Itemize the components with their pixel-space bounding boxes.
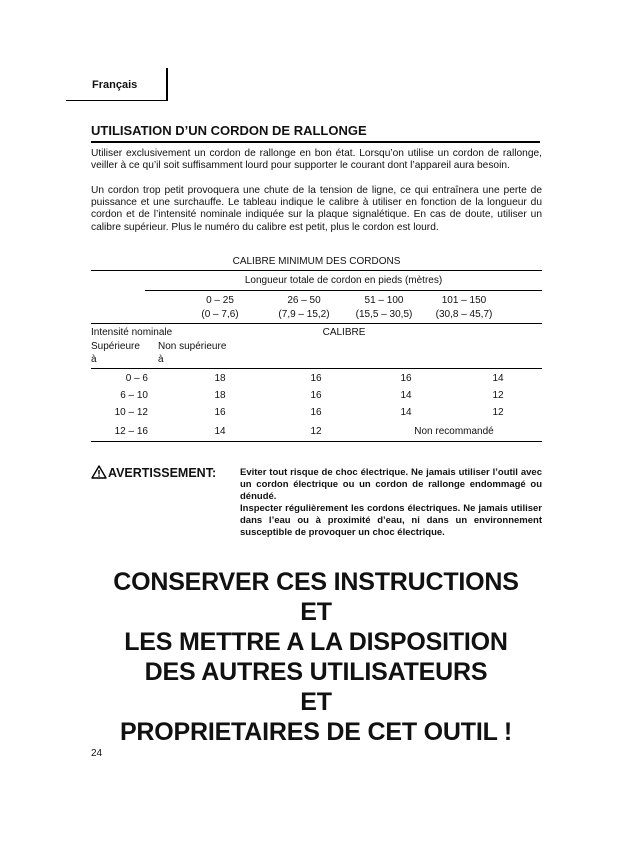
warning-body: [240, 467, 542, 539]
notice-line: ET: [300, 688, 332, 716]
amp-header: Intensité nominale: [91, 327, 173, 338]
amp-range: 6 – 10: [120, 390, 148, 401]
warning-text-2: Inspecter régulièrement les cordons électriques. Ne jamais utiliser dans l’eau ou à proximité d’eau, ni dans un environnement susceptible de provoquer un choc électrique.: [240, 503, 542, 538]
notice-line: PROPRIETAIRES DE CET OUTIL !: [119, 718, 513, 746]
amp-range: 10 – 12: [114, 407, 148, 418]
warning-title: AVERTISSEMENT:: [108, 466, 217, 480]
gauge-cell: 16: [310, 390, 322, 401]
keep-instructions-notice: [60, 567, 572, 747]
length-col-meters: (15,5 – 30,5): [355, 309, 413, 320]
notice-line: CONSERVER CES INSTRUCTIONS: [113, 568, 519, 596]
page-number: 24: [91, 748, 103, 759]
table-title: CALIBRE MINIMUM DES CORDONS: [232, 256, 401, 267]
table-rule: [91, 270, 542, 271]
tab-divider-vertical: [166, 68, 168, 101]
gauge-cell: 14: [400, 390, 412, 401]
not-above-header: Non supérieure: [158, 341, 227, 352]
above-header-2: à: [91, 354, 97, 365]
length-col-feet: 51 – 100: [364, 295, 404, 306]
length-col-feet: 0 – 25: [206, 295, 234, 306]
not-above-header-2: à: [158, 354, 164, 365]
table-rule: [91, 441, 542, 442]
table-rule: [91, 323, 542, 324]
table-rule: [91, 368, 542, 369]
paragraph-2: Un cordon trop petit provoquera une chute de la tension de ligne, ce qui entraînera une perte de puissance et une surchauffe. Le tableau indique le calibre à utiliser en fonction de la longueur du cordon et de l’intensité nominale indiquée sur la plaque signalétique. En cas de doute, utiliser un calibre supérieur. Plus le numéro du calibre est petit, plus le cordon est lourd.: [91, 185, 542, 233]
notice-line: DES AUTRES UTILISATEURS: [144, 658, 488, 686]
warning-triangle-icon: [91, 465, 107, 479]
length-col-meters: (30,8 – 45,7): [435, 309, 493, 320]
gauge-cell: 16: [400, 373, 412, 384]
section-title: UTILISATION D’UN CORDON DE RALLONGE: [91, 123, 367, 138]
paragraph-1: Utiliser exclusivement un cordon de rallonge en bon état. Lorsqu’on utilise un cordon de rallonge, veiller à ce qu’il soit suffisamment lourd pour supporter le courant dont l’appareil aura besoin.: [91, 148, 542, 172]
gauge-cell-not-recommended: Non recommandé: [414, 426, 494, 437]
gauge-cell: 12: [492, 407, 504, 418]
gauge-cell: 14: [214, 426, 226, 437]
gauge-cell: 16: [214, 407, 226, 418]
gauge-header: CALIBRE: [322, 327, 366, 338]
gauge-cell: 18: [214, 390, 226, 401]
gauge-cell: 14: [400, 407, 412, 418]
length-col-meters: (7,9 – 15,2): [278, 309, 330, 320]
table-rule: [145, 290, 542, 291]
warning-text-1: Eviter tout risque de choc électrique. Ne jamais utiliser l’outil avec un cordon électrique ou un cordon de rallonge endommagé ou dénudé.: [240, 467, 542, 502]
amp-range: 0 – 6: [125, 373, 148, 384]
notice-line: ET: [300, 598, 332, 626]
gauge-cell: 18: [214, 373, 226, 384]
gauge-cell: 14: [492, 373, 504, 384]
length-header: Longueur totale de cordon en pieds (mètres): [244, 275, 443, 286]
gauge-cell: 12: [492, 390, 504, 401]
gauge-cell: 12: [310, 426, 322, 437]
section-title-rule: [91, 141, 540, 143]
length-col-meters: (0 – 7,6): [201, 309, 239, 320]
tab-divider: [66, 100, 167, 101]
language-label: Français: [92, 79, 138, 91]
amp-range: 12 – 16: [114, 426, 148, 437]
gauge-cell: 16: [310, 373, 322, 384]
length-col-feet: 26 – 50: [287, 295, 321, 306]
length-col-feet: 101 – 150: [441, 295, 487, 306]
above-header: Supérieure: [91, 341, 140, 352]
gauge-cell: 16: [310, 407, 322, 418]
notice-line: LES METTRE A LA DISPOSITION: [124, 628, 508, 656]
